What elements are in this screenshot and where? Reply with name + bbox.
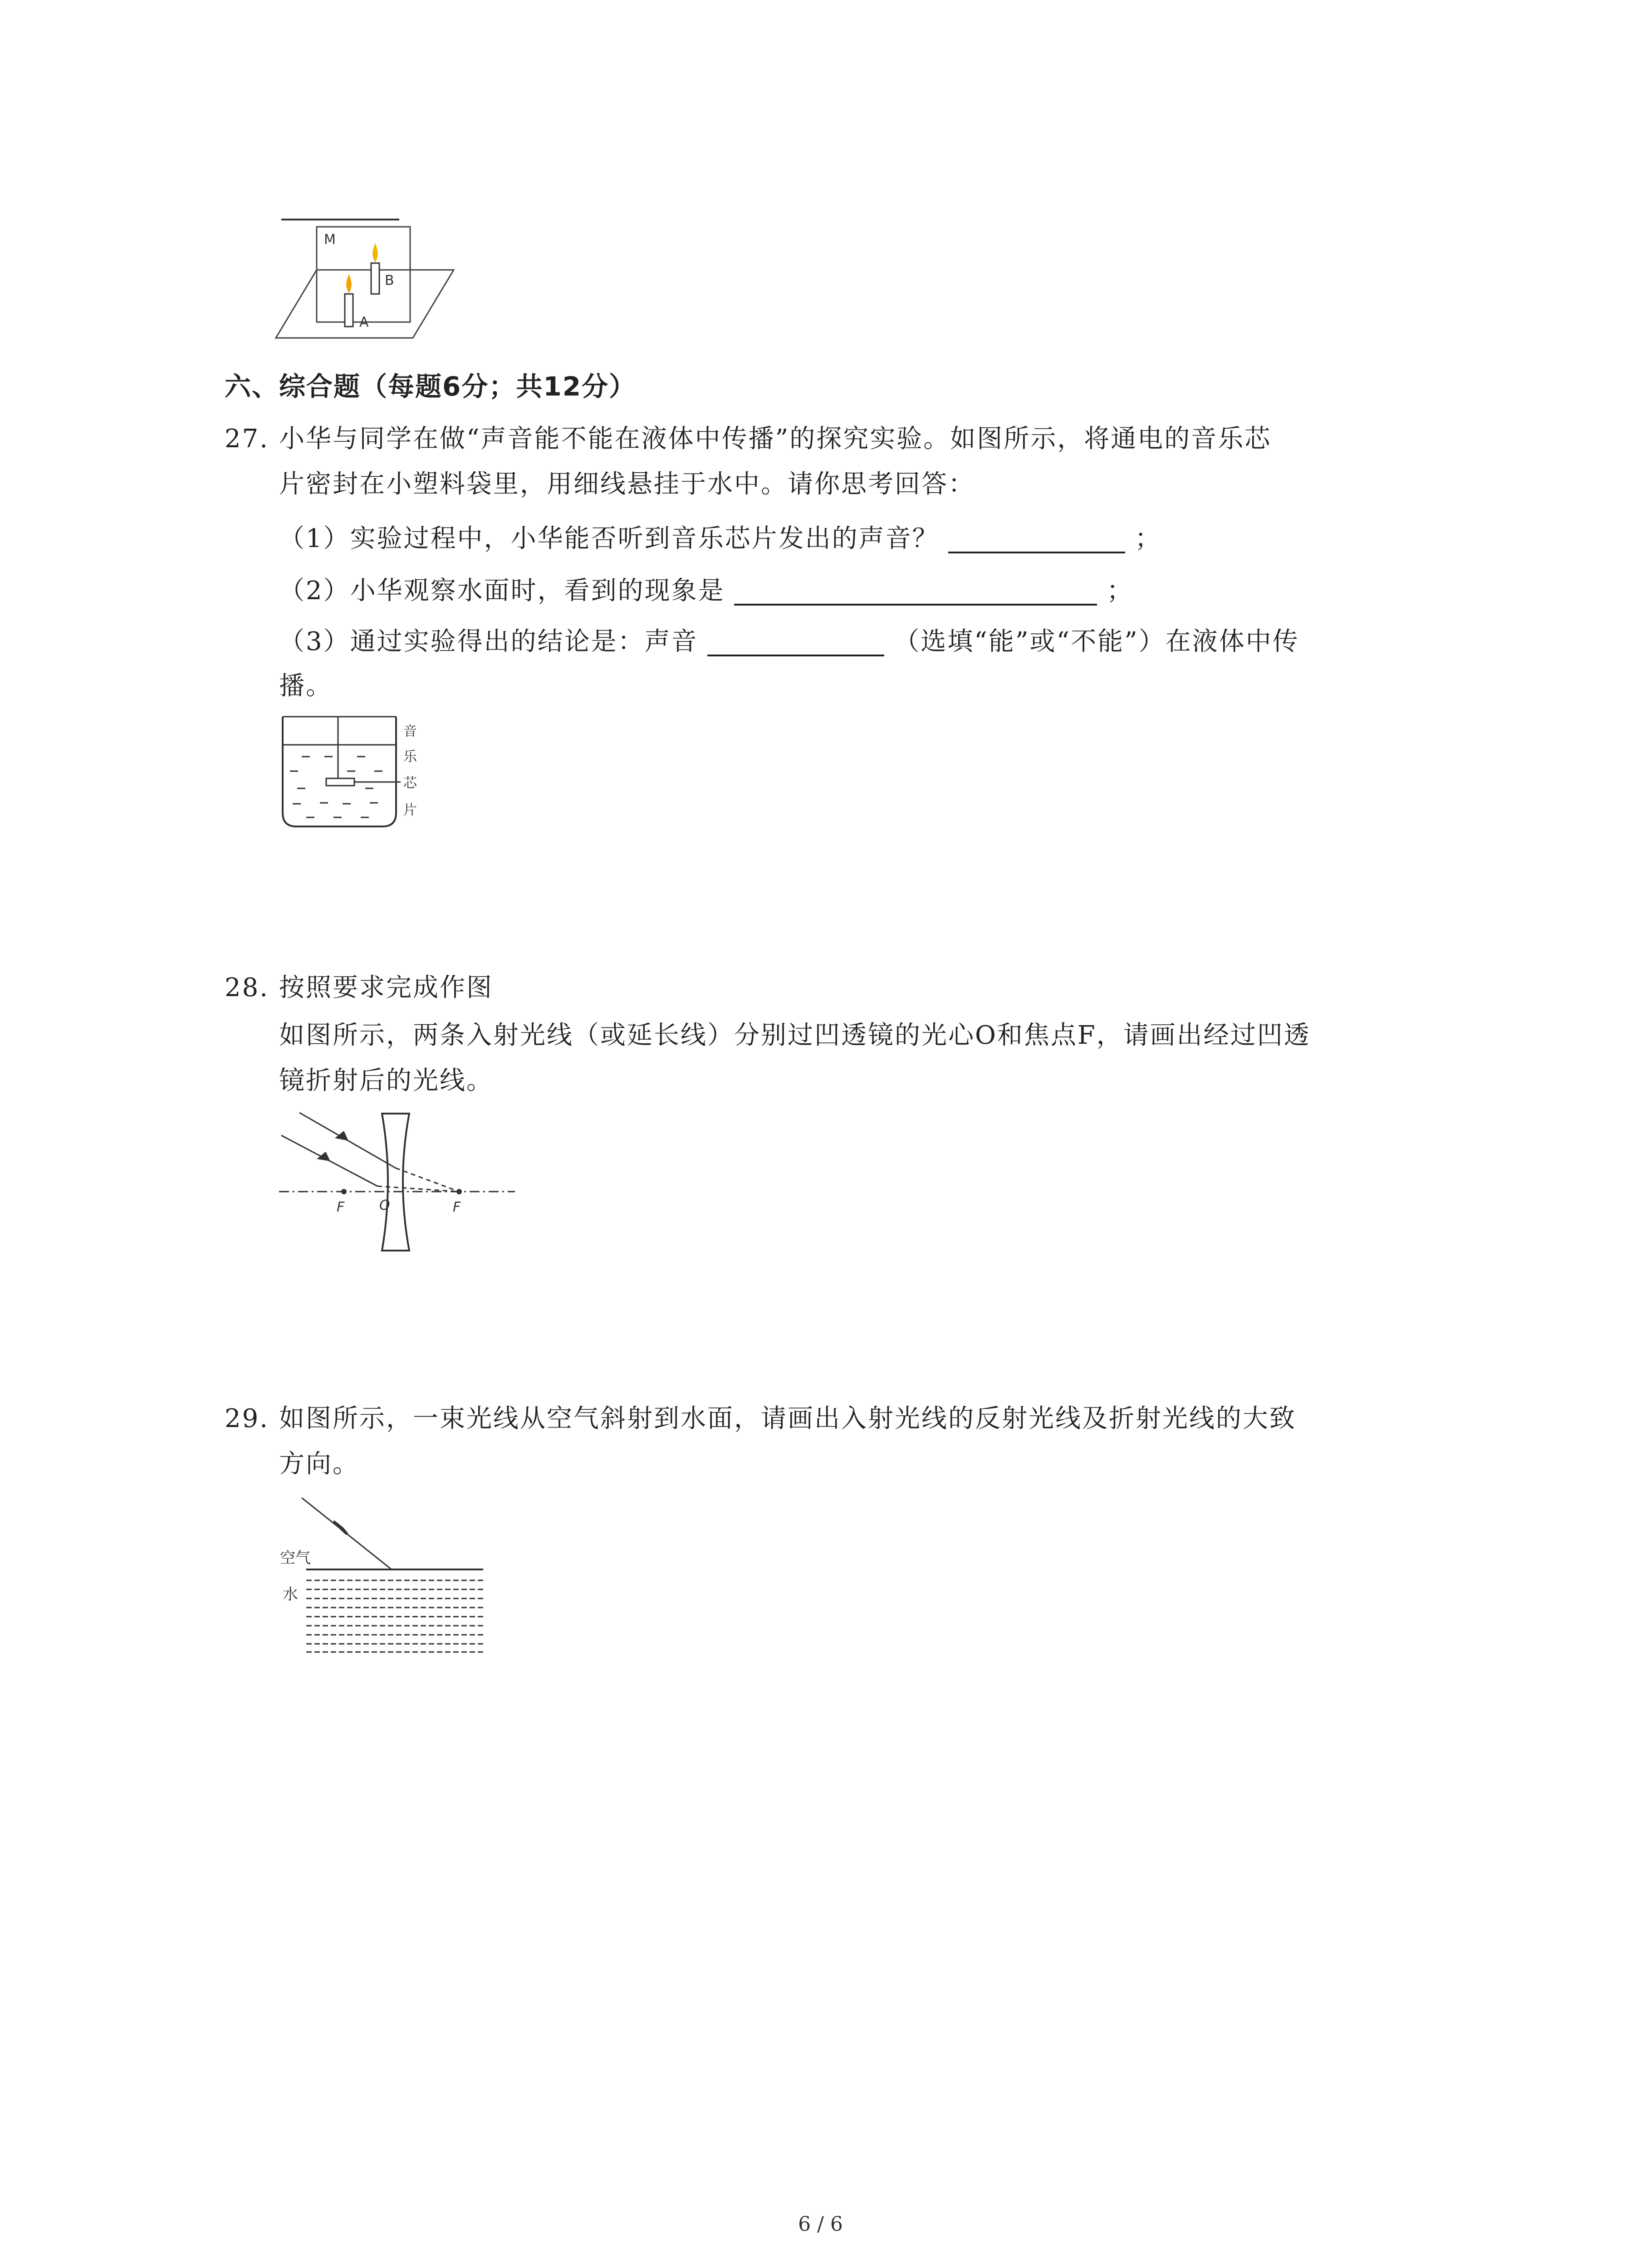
q27-sub1 bbox=[279, 517, 1161, 561]
page-number: 6 / 6 bbox=[798, 2213, 843, 2236]
beaker-figure bbox=[279, 712, 429, 835]
q28-line1 bbox=[225, 966, 493, 1010]
chip-label-1: 音 bbox=[403, 723, 417, 739]
chip-label-2: 乐 bbox=[403, 749, 417, 765]
label-f-left: F bbox=[337, 1199, 345, 1215]
mirror-candle-figure bbox=[272, 213, 463, 345]
air-water-figure bbox=[279, 1492, 488, 1660]
q27-line1 bbox=[225, 417, 1271, 461]
q29-line1 bbox=[225, 1397, 1296, 1441]
q27-answer-blank-3[interactable] bbox=[707, 627, 884, 656]
q27-sub2-end: ； bbox=[1107, 576, 1134, 606]
q27-answer-blank-2[interactable] bbox=[734, 577, 1097, 606]
label-f-right: F bbox=[453, 1199, 461, 1215]
label-b: B bbox=[385, 273, 394, 288]
q27-sub2 bbox=[279, 569, 1133, 613]
q27-sub3-end: （选填“能”或“不能”）在液体中传 bbox=[894, 627, 1299, 656]
q29-text-line2: 方向。 bbox=[279, 1449, 359, 1479]
concave-lens-figure bbox=[277, 1109, 522, 1263]
label-water: 水 bbox=[283, 1585, 298, 1603]
q29-text-line1: 如图所示，一束光线从空气斜射到水面，请画出入射光线的反射光线及折射光线的大致 bbox=[279, 1404, 1296, 1433]
q27-number: 27. bbox=[225, 424, 269, 454]
label-air: 空气 bbox=[280, 1549, 311, 1567]
chip-label-4: 片 bbox=[403, 802, 417, 818]
q28-text-line2: 镜折射后的光线。 bbox=[279, 1066, 493, 1095]
section-title: 六、综合题（每题6分；共12分） bbox=[225, 371, 637, 402]
q27-text-line1: 小华与同学在做“声音能不能在液体中传播”的探究实验。如图所示，将通电的音乐芯 bbox=[279, 424, 1272, 454]
q27-sub2-text: （2）小华观察水面时，看到的现象是 bbox=[279, 576, 725, 606]
q27-sub3 bbox=[279, 620, 1299, 664]
q28-text-line1: 如图所示，两条入射光线（或延长线）分别过凹透镜的光心O和焦点F，请画出经过凹透 bbox=[279, 1021, 1311, 1050]
chip-label-3: 芯 bbox=[403, 775, 417, 791]
q27-answer-blank-1[interactable] bbox=[948, 524, 1125, 553]
label-o: O bbox=[379, 1198, 390, 1213]
q27-sub3-text: （3）通过实验得出的结论是：声音 bbox=[279, 627, 698, 656]
q28-title: 按照要求完成作图 bbox=[279, 973, 493, 1002]
q27-text-line2: 片密封在小塑料袋里，用细线悬挂于水中。请你思考回答： bbox=[279, 469, 975, 499]
q27-sub3-line2: 播。 bbox=[279, 671, 333, 701]
q27-sub1-end: ； bbox=[1135, 524, 1162, 553]
label-m: M bbox=[324, 232, 336, 248]
q27-sub1-text: （1）实验过程中，小华能否听到音乐芯片发出的声音？ bbox=[279, 524, 939, 553]
label-a: A bbox=[359, 314, 369, 330]
q29-number: 29. bbox=[225, 1404, 269, 1433]
q28-number: 28. bbox=[225, 973, 269, 1002]
